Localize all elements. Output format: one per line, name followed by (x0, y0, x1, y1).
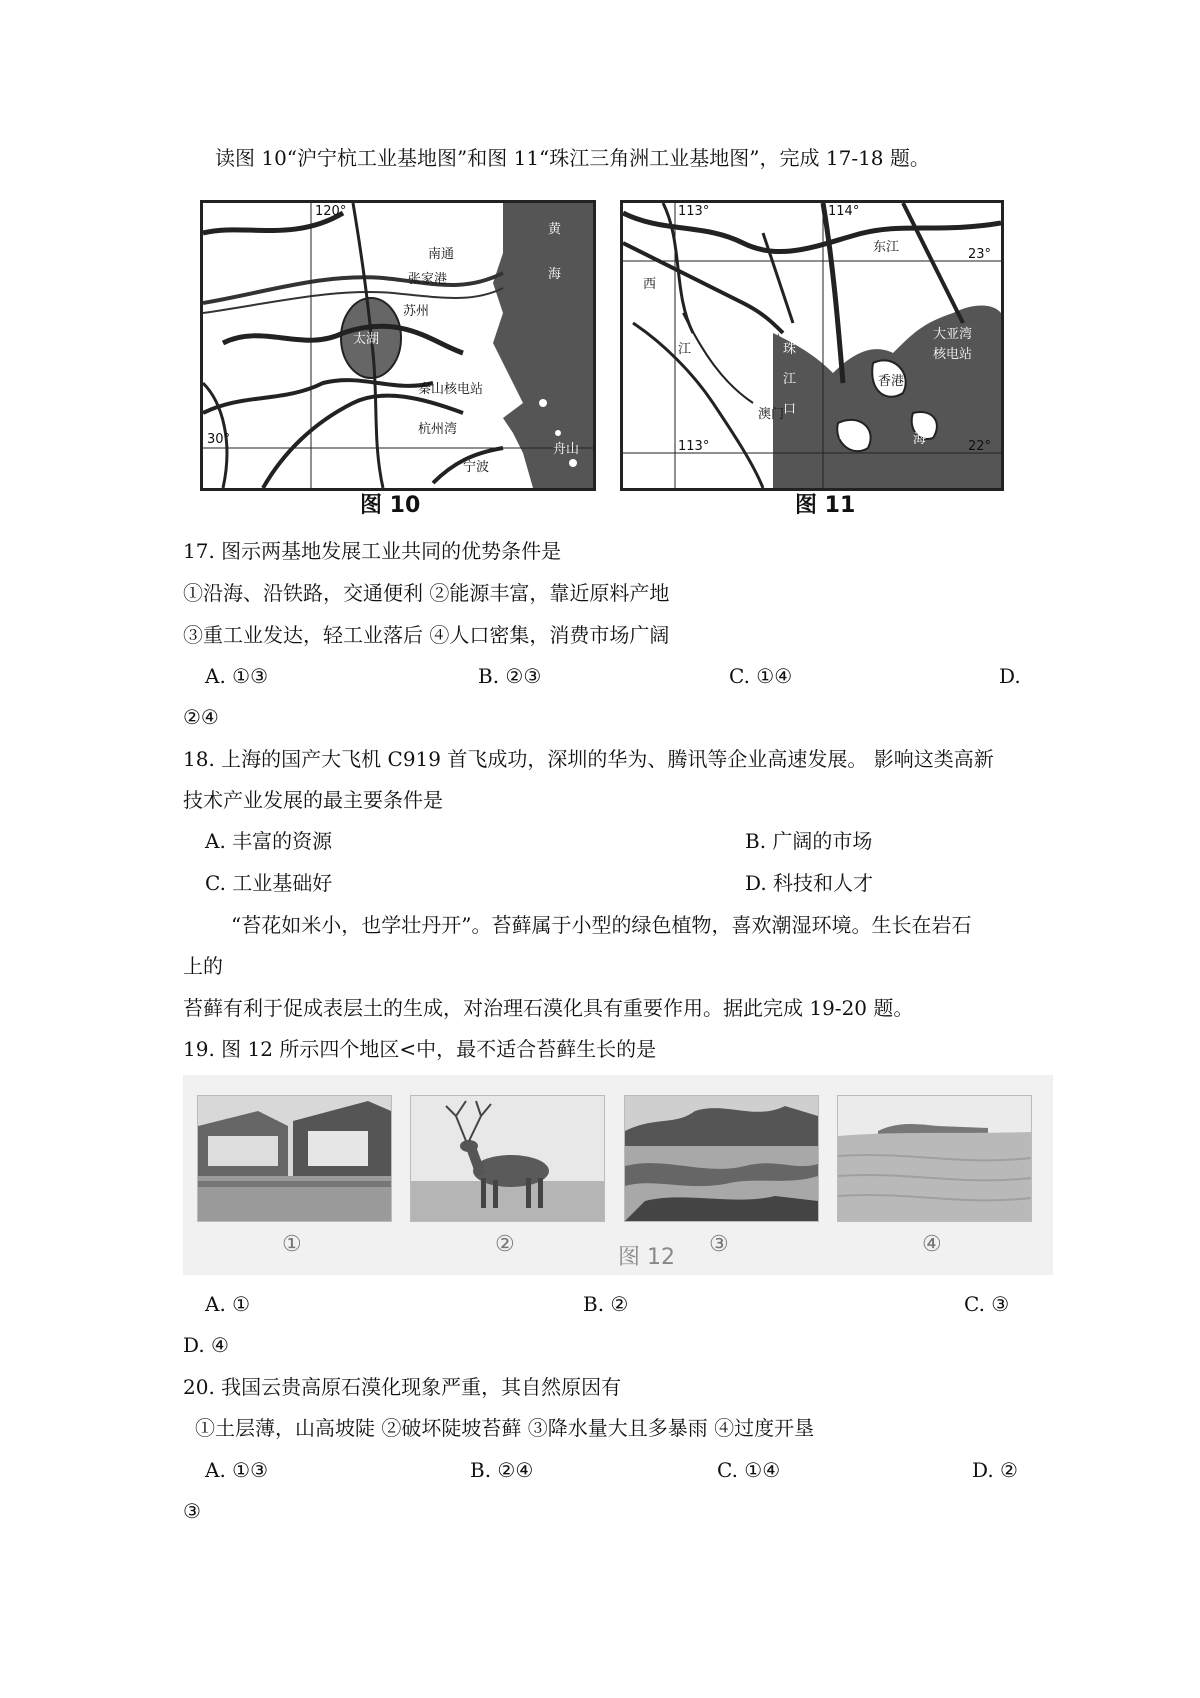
intro2-line-1: “苔花如米小，也学壮丹开”。苔藓属于小型的绿色植物，喜欢潮湿环境。生长在岩石 (231, 913, 972, 937)
photo-1-number: ① (282, 1232, 302, 1257)
q20-option-b: B. ②④ (470, 1458, 534, 1482)
intro2-line-2: 上的 (183, 954, 223, 978)
q19-stem: 19. 图 12 所示四个地区<中，最不适合苔藓生长的是 (183, 1037, 657, 1061)
map11-xi-label: 西 (643, 277, 657, 292)
q20-option-d: D. ② (972, 1458, 1018, 1482)
map11-kou-label: 口 (783, 402, 797, 417)
intro-text: 读图 10“沪宁杭工业基地图”和图 11“珠江三角洲工业基地图”，完成 17-18 题。 (215, 146, 930, 170)
map-11-drawing (623, 203, 1001, 488)
q17-option-d-cont: ②④ (183, 705, 219, 729)
map11-lat-label: 23° (968, 247, 992, 262)
q19-option-a: A. ① (205, 1292, 251, 1316)
q19-option-d: D. ④ (183, 1333, 229, 1357)
map11-dongjiang-label: 东江 (873, 240, 900, 255)
map-figure-10 (200, 200, 596, 491)
map11-zhu-label: 珠 (783, 342, 797, 357)
map-11-caption: 图 11 (795, 493, 856, 518)
photo-3-rocky-land (624, 1095, 819, 1222)
q18-option-a: A. 丰富的资源 (205, 829, 333, 853)
map-10-drawing (203, 203, 593, 488)
map11-daya-label-2: 核电站 (933, 347, 973, 362)
q18-option-c: C. 工业基础好 (205, 871, 333, 895)
q20-option-d-cont: ③ (183, 1499, 201, 1523)
map10-lat-label: 30° (207, 432, 231, 447)
q17-line-2: ③重工业发达，轻工业落后 ④人口密集，消费市场广阔 (183, 623, 670, 647)
map11-hai-label: 海 (913, 432, 927, 447)
map10-nantong-label: 南通 (428, 247, 455, 262)
map11-jiang2-label: 江 (783, 372, 797, 387)
photo-3-number: ③ (709, 1232, 729, 1257)
map10-qinshan-label: 秦山核电站 (418, 382, 484, 397)
map11-jiang-label: 江 (678, 342, 692, 357)
q17-option-d: D. (999, 664, 1021, 688)
map10-lake-label: 太湖 (353, 332, 380, 347)
map10-suzhou-label: 苏州 (403, 304, 430, 319)
q19-option-c: C. ③ (964, 1292, 1010, 1316)
intro2-line-3: 苔藓有利于促成表层土的生成，对治理石漠化具有重要作用。据此完成 19-20 题。 (183, 996, 914, 1020)
q18-stem-2: 技术产业发展的最主要条件是 (183, 788, 443, 812)
map11-lon1-label: 113° (678, 204, 710, 219)
map11-nan-label: 南 (838, 427, 852, 442)
q20-line-1: ①土层薄，山高坡陡 ②破坏陡坡苔藓 ③降水量大且多暴雨 ④过度开垦 (195, 1416, 815, 1440)
map10-zhangjiagang-label: 张家港 (408, 272, 448, 287)
q17-option-b: B. ②③ (478, 664, 542, 688)
photo-4-number: ④ (922, 1232, 942, 1257)
figure-12-caption: 图 12 (618, 1245, 675, 1270)
photo-2-number: ② (495, 1232, 515, 1257)
map11-lon3-label: 113° (678, 439, 710, 454)
map11-hk-label: 香港 (878, 374, 905, 389)
q20-option-c: C. ①④ (717, 1458, 781, 1482)
map10-sea-label-1: 黄 (548, 222, 562, 237)
map10-sea-label-2: 海 (548, 267, 562, 282)
map11-daya-label-1: 大亚湾 (933, 327, 973, 342)
q19-option-b: B. ② (583, 1292, 629, 1316)
map10-ningbo-label: 宁波 (463, 460, 490, 475)
photo-4-desert (837, 1095, 1032, 1222)
q17-option-c: C. ①④ (729, 664, 793, 688)
q17-option-a: A. ①③ (205, 664, 269, 688)
map10-lon-label: 120° (315, 204, 347, 219)
q18-option-b: B. 广阔的市场 (745, 829, 873, 853)
q18-stem-1: 18. 上海的国产大飞机 C919 首飞成功，深圳的华为、腾讯等企业高速发展。 影响这类高新 (183, 747, 994, 771)
q18-option-d: D. 科技和人才 (745, 871, 874, 895)
q17-stem: 17. 图示两基地发展工业共同的优势条件是 (183, 539, 562, 563)
q17-line-1: ①沿海、沿铁路，交通便利 ②能源丰富，靠近原料产地 (183, 581, 670, 605)
map-figure-11 (620, 200, 1004, 491)
map11-lat2-label: 22° (968, 439, 992, 454)
map11-macau-label: 澳门 (758, 407, 785, 422)
q20-option-a: A. ①③ (205, 1458, 269, 1482)
map10-zhoushan-label: 舟山 (553, 442, 580, 457)
map10-hzbay-label: 杭州湾 (418, 422, 458, 437)
photo-2-reindeer (410, 1095, 605, 1222)
map-10-caption: 图 10 (360, 493, 421, 518)
q20-stem: 20. 我国云贵高原石漠化现象严重，其自然原因有 (183, 1375, 622, 1399)
photo-1-water-town (197, 1095, 392, 1222)
map11-lon2-label: 114° (828, 204, 860, 219)
